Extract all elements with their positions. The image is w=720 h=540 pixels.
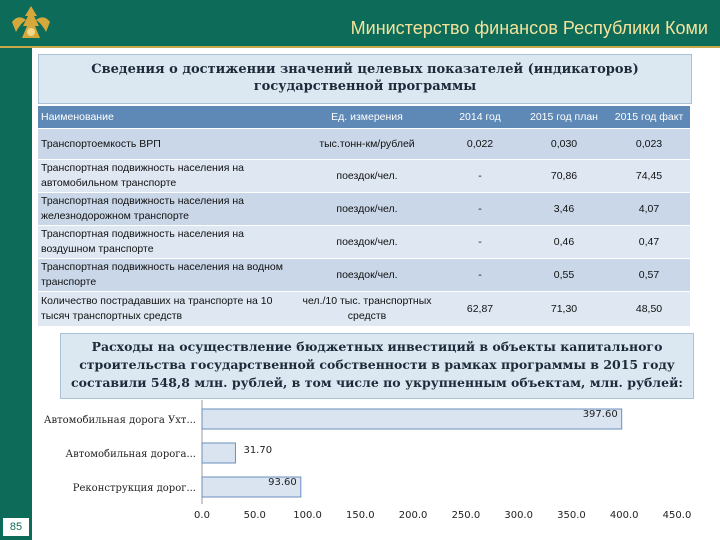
table-cell: Транспортная подвижность населения на железнодорожном транспорте [41,195,244,222]
tick-label: 300.0 [504,510,533,521]
table-cell: 48,50 [635,303,663,315]
table-cell: 3,46 [553,203,575,215]
table-row [38,129,690,160]
column-header: 2014 год [459,111,501,123]
tick-label: 250.0 [451,510,481,521]
investment-summary-box [60,333,694,399]
table-header-row [38,106,690,129]
table-cell: Транспортная подвижность населения на воздушном транспорте [41,228,244,255]
table-cell: 71,30 [550,303,578,315]
table-cell: Транспортоемкость ВРП [41,137,161,150]
investment-chart [32,398,720,540]
table-cell: 0,47 [638,236,660,248]
table-cell: 70,86 [550,170,578,182]
table-row [38,259,690,292]
table-cell: 0,022 [466,138,494,150]
table-cell: 62,87 [466,303,494,315]
table-cell: 4,07 [638,203,660,215]
section-title: Сведения о достижении значений целевых показателей (индикаторов) государственной программы [91,62,639,94]
tick-label: 50.0 [243,510,266,521]
tick-label: 150.0 [346,510,375,521]
table-row [38,160,690,193]
table-cell: 0,57 [638,269,660,281]
chart-bar [202,409,622,429]
table-cell: тыс.тонн-км/рублей [319,138,415,150]
header-divider [0,46,720,48]
investment-bar-chart [32,398,720,540]
data-label: 31.70 [243,445,273,456]
column-header: Ед. измерения [331,111,403,123]
table-cell: поездок/чел. [336,203,398,215]
table-cell: - [478,269,482,281]
komi-emblem-icon [4,2,58,44]
table-cell: Транспортная подвижность населения на автомобильном транспорте [41,162,244,189]
table-row [38,226,690,259]
table-cell: 0,55 [553,269,575,281]
section-title-box [38,54,692,104]
column-header: 2015 год план [530,111,598,123]
data-label: 93.60 [268,477,297,488]
tick-label: 400.0 [609,510,639,521]
table-cell: 0,023 [635,138,663,150]
category-label: Реконструкция дорог... [72,483,196,494]
table-cell: поездок/чел. [336,236,398,248]
table-cell: 74,45 [635,170,663,182]
left-band [0,48,32,540]
table-row [38,193,690,226]
category-label: Автомобильная дорога Ухт... [43,415,196,426]
tick-label: 450.0 [662,510,692,521]
column-header: Наименование [41,111,114,123]
category-label: Автомобильная дорога... [65,449,196,460]
table-cell: - [478,170,482,182]
tick-label: 100.0 [293,510,322,521]
chart-bar [202,443,235,463]
data-label: 397.60 [582,409,618,420]
table-row [38,292,690,327]
tick-label: 350.0 [557,510,586,521]
table-cell: 0,030 [550,138,578,150]
page-number: 85 [3,518,29,536]
tick-label: 200.0 [398,510,428,521]
table-cell: поездок/чел. [336,170,398,182]
table-cell: чел./10 тыс. транспортных средств [302,295,432,322]
column-header: 2015 год факт [614,111,684,123]
table-cell: 0,46 [553,236,575,248]
ministry-title: Министерство финансов Республики Коми [350,18,708,38]
header-banner [0,0,720,46]
table-cell: Количество пострадавших на транспорте на 10 тысяч транспортных средств [41,295,273,322]
investment-summary: Расходы на осуществление бюджетных инвестиций в объекты капитального строительства государственной собственности в рамках программы в 2015 году составили 548,8 млн. рублей, в том числе по укрупненным объектам, млн. рублей: [71,339,683,390]
table-cell: - [478,236,482,248]
tick-label: 0.0 [194,510,210,521]
table-cell: Транспортная подвижность населения на водном транспорте [41,261,283,288]
table-cell: поездок/чел. [336,269,398,281]
table-cell: - [478,203,482,215]
indicators-table [38,106,690,327]
